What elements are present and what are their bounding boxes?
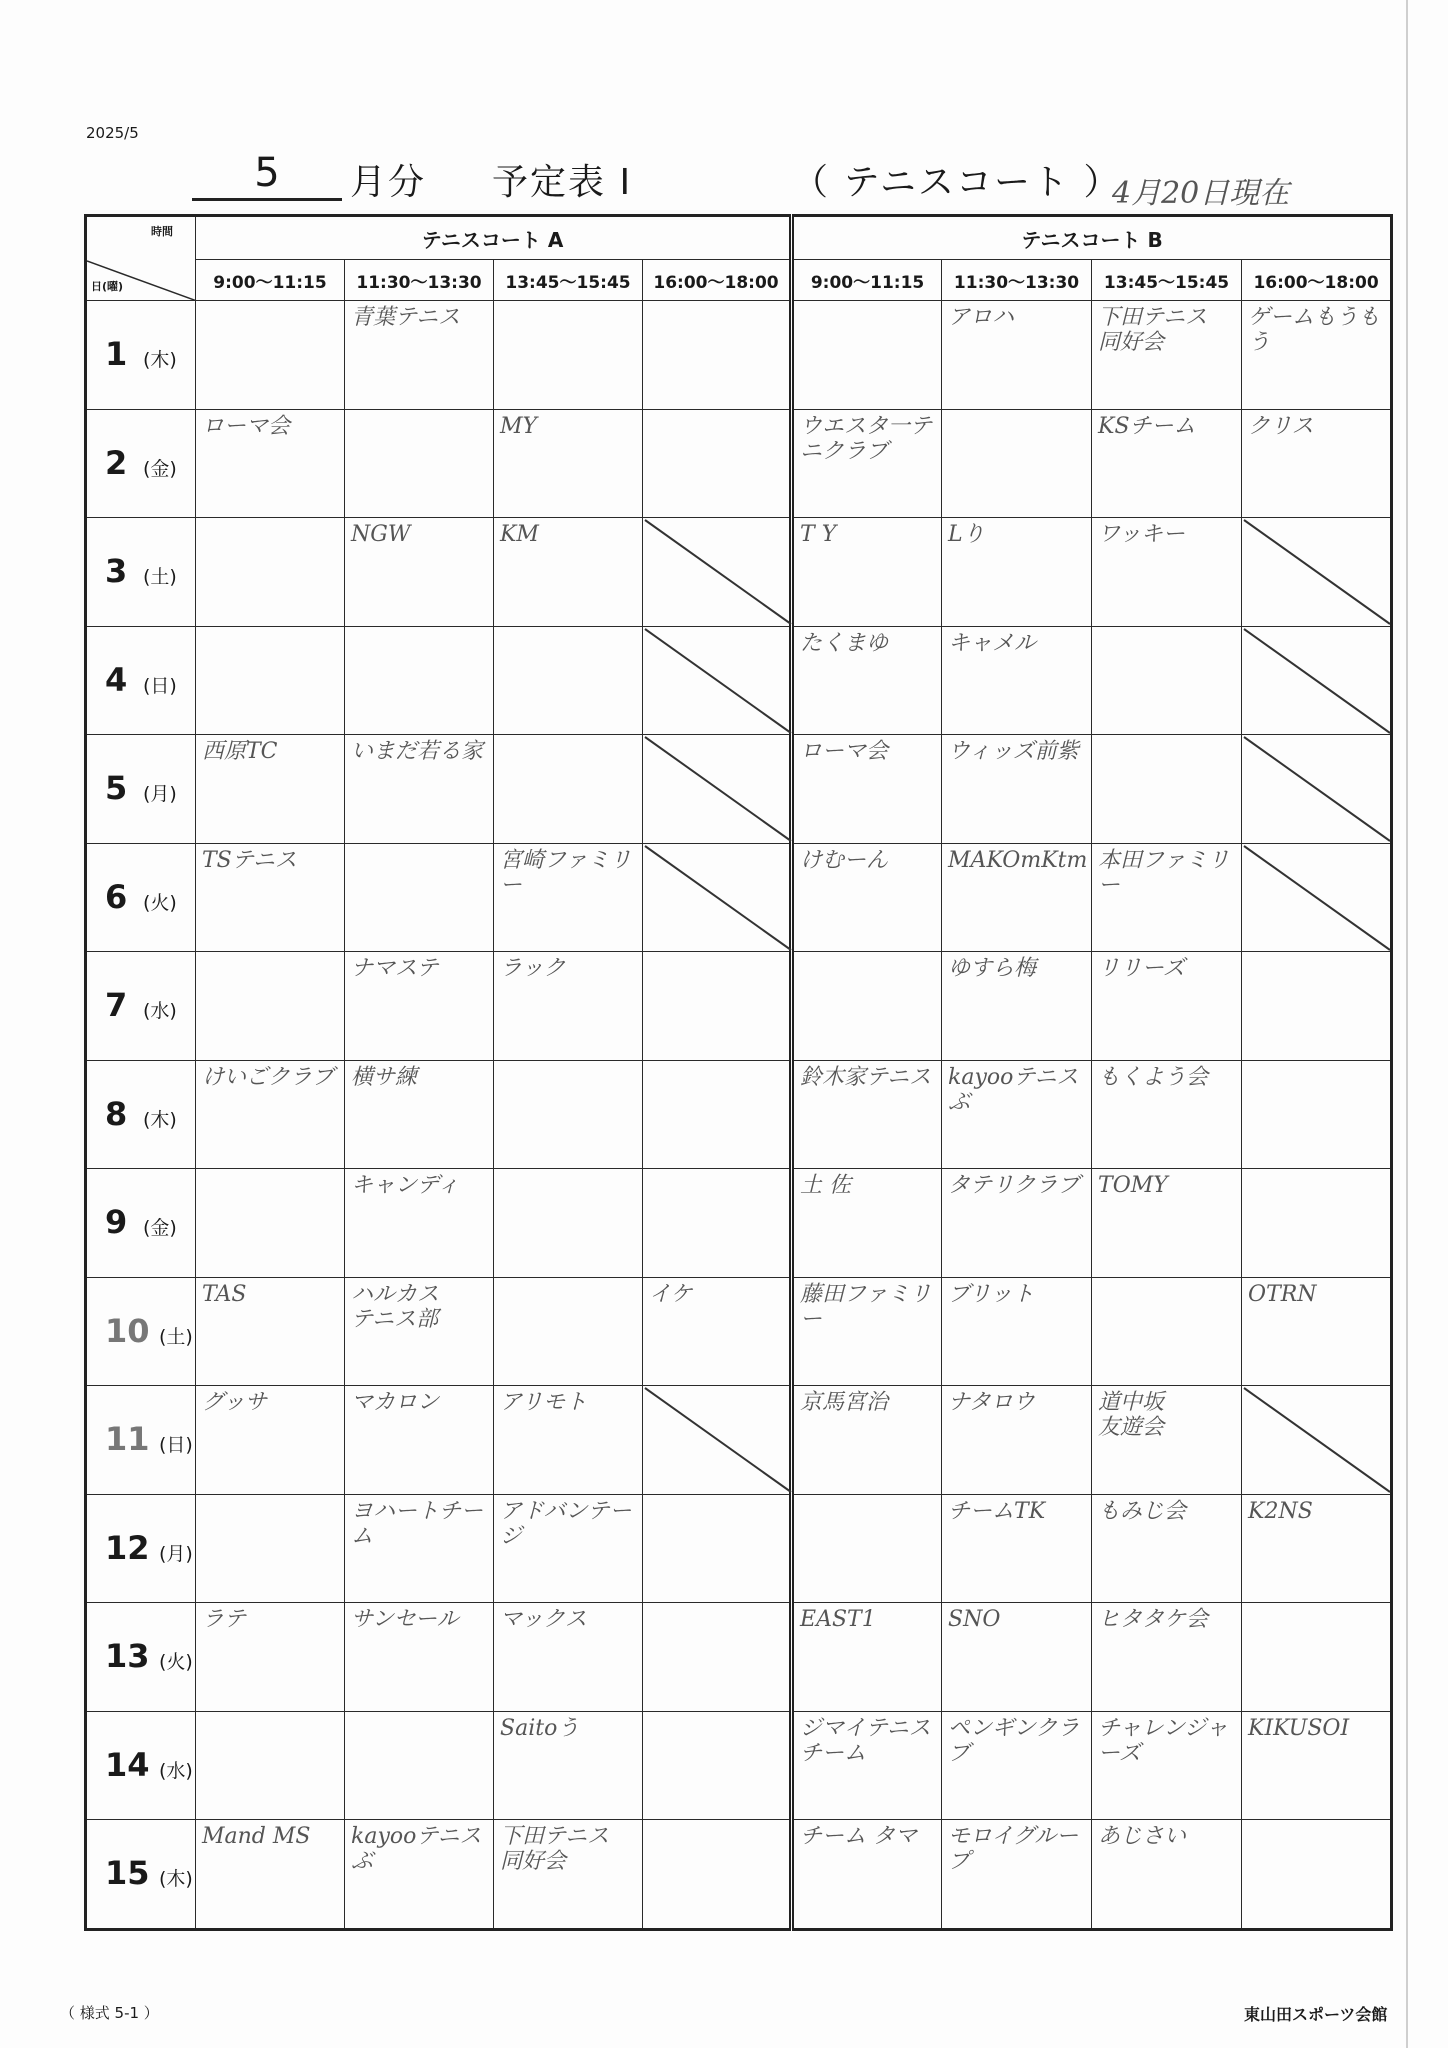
time-slot-header: 9:00～11:15 [792, 260, 942, 301]
booking-slot [942, 518, 1092, 627]
time-slot-header: 11:30～13:30 [942, 260, 1092, 301]
booking-slot [1092, 1386, 1242, 1495]
booking-slot [196, 1386, 345, 1495]
day-weekday: (日) [159, 1434, 193, 1456]
title-row [192, 150, 1392, 210]
booking-slot [942, 1820, 1092, 1930]
day-row [86, 952, 1392, 1061]
day-cell [86, 1386, 196, 1495]
booking-slot [494, 1820, 643, 1930]
title-month-label: 月分 [350, 162, 427, 203]
booking-name: ローマ会 [800, 739, 889, 764]
booking-slot [196, 843, 345, 952]
booking-name: マックス [500, 1607, 587, 1632]
closed-slash-mark [643, 735, 793, 843]
day-number: 5 [105, 769, 128, 807]
booking-name: 本田ファミリー [1098, 847, 1230, 898]
booking-name: イケ [649, 1281, 693, 1307]
booking-name: TAS [202, 1281, 247, 1307]
day-weekday: (木) [143, 1108, 177, 1131]
booking-slot [345, 1277, 494, 1386]
booking-slot [792, 626, 942, 735]
closed-slot [643, 735, 792, 844]
booking-name: 藤田ファミリー [800, 1281, 932, 1332]
booking-name: たくまゆ [800, 630, 889, 656]
booking-slot [196, 409, 345, 518]
booking-name: もみじ会 [1098, 1498, 1187, 1524]
booking-name: 青葉テニス [351, 305, 461, 330]
booking-name: 鈴木家テニス [800, 1064, 932, 1090]
day-row [86, 1494, 1392, 1603]
booking-name: 横サ練 [351, 1064, 418, 1090]
booking-slot [942, 843, 1092, 952]
day-cell [86, 518, 196, 627]
day-cell [86, 409, 196, 518]
booking-name: ラック [500, 956, 566, 981]
booking-slot [942, 1277, 1092, 1386]
booking-name: ゆすら梅 [948, 956, 1037, 981]
day-cell [86, 735, 196, 844]
booking-name: キャンディ [351, 1173, 460, 1198]
closed-slash-mark [643, 518, 793, 626]
booking-slot [196, 1711, 345, 1820]
booking-slot [1242, 1169, 1392, 1278]
booking-name: クリス [1248, 413, 1314, 439]
handwritten-date-note: 4月20日現在 [1112, 176, 1290, 211]
booking-name: 道中坂 友遊会 [1098, 1390, 1165, 1441]
day-number: 9 [105, 1203, 128, 1241]
booking-name: あじさい [1098, 1824, 1187, 1849]
corner-day-label: 日(曜) [91, 280, 124, 293]
closed-slash-mark [1242, 627, 1392, 735]
booking-slot [792, 1169, 942, 1278]
booking-slot [494, 301, 643, 410]
booking-slot [494, 1277, 643, 1386]
time-slot-row [86, 260, 1392, 301]
time-slot-header: 13:45～15:45 [494, 260, 643, 301]
booking-slot [345, 626, 494, 735]
booking-name: ワッキー [1098, 522, 1185, 547]
venue-name: 東山田スポーツ会館 [1244, 2005, 1388, 2024]
booking-slot [1242, 1820, 1392, 1930]
booking-slot [942, 1711, 1092, 1820]
booking-name: アリモト [500, 1390, 588, 1415]
day-number: 1 [105, 335, 128, 373]
time-slot-header: 11:30～13:30 [345, 260, 494, 301]
booking-slot [494, 1603, 643, 1712]
booking-name: K2NS [1248, 1498, 1313, 1524]
booking-name: 京馬宮治 [800, 1390, 889, 1415]
booking-slot [345, 1169, 494, 1278]
booking-name: グッサ [202, 1390, 267, 1415]
booking-slot [1092, 1820, 1242, 1930]
booking-slot [643, 1060, 792, 1169]
day-row [86, 1277, 1392, 1386]
booking-slot [1242, 952, 1392, 1061]
closed-slash-mark [1242, 1386, 1392, 1494]
booking-slot [1242, 1603, 1392, 1712]
booking-name: MY [500, 413, 538, 439]
booking-slot [494, 1060, 643, 1169]
booking-name: KSチーム [1098, 413, 1196, 439]
day-number: 11 [105, 1420, 150, 1458]
booking-name: チーム タマ [800, 1824, 918, 1849]
day-row [86, 843, 1392, 952]
booking-name: ペンギンクラブ [948, 1715, 1080, 1766]
booking-name: もくよう会 [1098, 1064, 1209, 1090]
booking-slot [494, 409, 643, 518]
booking-name: ジマイテニス チーム [800, 1715, 931, 1766]
booking-name: サンセール [351, 1607, 459, 1632]
day-cell [86, 952, 196, 1061]
booking-slot [494, 1169, 643, 1278]
booking-slot [345, 843, 494, 952]
booking-name: ナマステ [351, 956, 439, 981]
day-row [86, 1603, 1392, 1712]
day-row [86, 409, 1392, 518]
booking-slot [345, 952, 494, 1061]
booking-slot [792, 1060, 942, 1169]
day-cell [86, 301, 196, 410]
booking-name: 下田テニス 同好会 [500, 1824, 610, 1875]
booking-slot [942, 626, 1092, 735]
booking-slot [792, 1494, 942, 1603]
day-cell [86, 1711, 196, 1820]
title-month: 5 [192, 150, 342, 201]
booking-name: Mand MS [202, 1824, 311, 1849]
booking-slot [196, 735, 345, 844]
booking-slot [1242, 409, 1392, 518]
day-cell [86, 626, 196, 735]
day-weekday: (水) [143, 1000, 177, 1022]
booking-name: 宮崎ファミリー [500, 847, 632, 898]
court-title: （ テニスコート ） [792, 162, 1122, 203]
booking-name: ハルカス テニス部 [351, 1281, 440, 1332]
booking-slot [345, 1060, 494, 1169]
booking-slot [792, 735, 942, 844]
day-cell [86, 1603, 196, 1712]
booking-slot [1242, 1060, 1392, 1169]
booking-slot [643, 1711, 792, 1820]
closed-slot [1242, 626, 1392, 735]
booking-name: ラテ [202, 1607, 247, 1632]
time-slot-header: 13:45～15:45 [1092, 260, 1242, 301]
booking-name: 土 佐 [800, 1173, 852, 1198]
booking-name: ナタロウ [948, 1390, 1035, 1415]
booking-slot [494, 843, 643, 952]
booking-slot [196, 301, 345, 410]
booking-slot [792, 1386, 942, 1495]
booking-slot [792, 1277, 942, 1386]
booking-slot [1092, 1277, 1242, 1386]
booking-slot [196, 1060, 345, 1169]
closed-slash-mark [1242, 844, 1392, 952]
day-weekday: (火) [143, 891, 177, 914]
booking-name: MAKOmKtm [948, 847, 1088, 873]
booking-slot [345, 1386, 494, 1495]
booking-slot [1092, 1711, 1242, 1820]
booking-name: KM [500, 522, 539, 547]
booking-slot [1092, 1494, 1242, 1603]
time-slot-header: 9:00～11:15 [196, 260, 345, 301]
booking-name: 下田テニス 同好会 [1098, 305, 1208, 356]
booking-name: ヒタタケ会 [1098, 1607, 1209, 1632]
booking-slot [345, 1494, 494, 1603]
day-number: 14 [105, 1745, 150, 1784]
page-edge-line [1406, 0, 1408, 2048]
closed-slash-mark [1242, 518, 1392, 626]
booking-name: リリーズ [1098, 956, 1185, 981]
booking-slot [942, 1169, 1092, 1278]
day-number: 7 [105, 986, 128, 1024]
booking-slot [196, 1820, 345, 1930]
closed-slot [643, 1386, 792, 1495]
booking-name: KIKUSOI [1248, 1715, 1350, 1741]
booking-slot [643, 1494, 792, 1603]
time-slot-header: 16:00～18:00 [643, 260, 792, 301]
day-row [86, 301, 1392, 410]
day-row [86, 626, 1392, 735]
booking-slot [1092, 843, 1242, 952]
booking-name: Lり [948, 522, 985, 547]
booking-slot [942, 409, 1092, 518]
closed-slot [643, 626, 792, 735]
day-weekday: (水) [159, 1759, 193, 1782]
booking-slot [345, 518, 494, 627]
booking-name: kayooテニスぶ [948, 1064, 1079, 1115]
booking-slot [643, 1820, 792, 1930]
schedule-table [84, 214, 1393, 1931]
booking-slot [345, 301, 494, 410]
booking-slot [494, 1711, 643, 1820]
booking-slot [792, 1603, 942, 1712]
day-row [86, 1386, 1392, 1495]
booking-slot [1092, 409, 1242, 518]
booking-slot [1092, 1060, 1242, 1169]
day-number: 8 [105, 1094, 128, 1133]
closed-slash-mark [643, 1386, 793, 1494]
year-month-label: 2025/5 [86, 124, 139, 142]
booking-slot [1242, 1277, 1392, 1386]
booking-slot [643, 1277, 792, 1386]
day-weekday: (金) [143, 457, 177, 480]
booking-slot [643, 1169, 792, 1278]
booking-name: ウエスタ一テニクラブ [800, 413, 933, 464]
booking-slot [942, 1386, 1092, 1495]
court-b-header: テニスコート B [792, 216, 1392, 260]
booking-slot [196, 1277, 345, 1386]
booking-name: モロイグループ [948, 1824, 1079, 1875]
booking-slot [942, 1494, 1092, 1603]
corner-header [86, 216, 196, 301]
day-number: 6 [105, 877, 128, 916]
booking-slot [792, 1820, 942, 1930]
booking-name: ウィッズ前紫 [948, 739, 1079, 764]
booking-slot [1092, 1603, 1242, 1712]
day-cell [86, 1060, 196, 1169]
booking-slot [494, 735, 643, 844]
day-cell [86, 1494, 196, 1603]
booking-name: TSテニス [202, 847, 297, 873]
booking-name: タテリクラブ [948, 1173, 1080, 1198]
booking-slot [345, 735, 494, 844]
day-row [86, 518, 1392, 627]
booking-slot [643, 952, 792, 1061]
booking-slot [345, 1603, 494, 1712]
booking-name: キャメル [948, 630, 1037, 656]
day-row [86, 1711, 1392, 1820]
day-weekday: (月) [159, 1542, 193, 1565]
booking-name: ローマ会 [202, 413, 291, 439]
booking-name: NGW [351, 522, 411, 547]
booking-slot [494, 1386, 643, 1495]
page-title: 予定表 Ⅰ [492, 162, 633, 203]
booking-slot [196, 952, 345, 1061]
booking-slot [643, 1603, 792, 1712]
booking-name: アロハ [948, 305, 1015, 330]
booking-slot [196, 1169, 345, 1278]
closed-slot [643, 843, 792, 952]
booking-slot [494, 1494, 643, 1603]
booking-slot [345, 1711, 494, 1820]
booking-slot [1092, 626, 1242, 735]
booking-slot [196, 626, 345, 735]
booking-name: けむーん [800, 847, 889, 873]
booking-slot [494, 626, 643, 735]
booking-slot [643, 301, 792, 410]
booking-slot [942, 1603, 1092, 1712]
booking-slot [1092, 735, 1242, 844]
booking-name: マカロン [351, 1390, 440, 1415]
day-weekday: (木) [143, 349, 177, 371]
day-weekday: (土) [143, 566, 177, 588]
day-row [86, 1820, 1392, 1930]
day-cell [86, 1169, 196, 1278]
booking-slot [1242, 1494, 1392, 1603]
day-weekday: (土) [159, 1325, 193, 1348]
booking-slot [196, 518, 345, 627]
day-number: 4 [105, 660, 128, 699]
time-slot-header: 16:00～18:00 [1242, 260, 1392, 301]
form-number: （ 様式 5-1 ） [60, 2004, 159, 2022]
booking-name: kayooテニスぶ [351, 1824, 482, 1875]
booking-slot [643, 409, 792, 518]
booking-slot [792, 843, 942, 952]
booking-slot [942, 952, 1092, 1061]
closed-slot [1242, 518, 1392, 627]
day-weekday: (日) [143, 674, 177, 697]
booking-slot [1242, 1711, 1392, 1820]
closed-slot [643, 518, 792, 627]
booking-slot [942, 735, 1092, 844]
booking-slot [792, 409, 942, 518]
booking-slot [1242, 301, 1392, 410]
day-row [86, 1060, 1392, 1169]
booking-slot [942, 301, 1092, 410]
booking-slot [494, 952, 643, 1061]
booking-name: ヨハートチーム [351, 1498, 484, 1549]
booking-slot [792, 952, 942, 1061]
booking-slot [345, 409, 494, 518]
day-weekday: (金) [143, 1217, 177, 1239]
booking-name: TOMY [1098, 1173, 1168, 1198]
closed-slash-mark [643, 627, 793, 735]
day-row [86, 1169, 1392, 1278]
closed-slot [1242, 843, 1392, 952]
booking-name: ゲームもうもう [1248, 305, 1381, 356]
day-cell [86, 1277, 196, 1386]
booking-name: チームTK [948, 1498, 1046, 1524]
booking-slot [1092, 952, 1242, 1061]
day-cell [86, 843, 196, 952]
day-row [86, 735, 1392, 844]
day-weekday: (木) [159, 1868, 193, 1890]
booking-name: SNO [948, 1607, 1001, 1632]
booking-name: いまだ若る家 [351, 739, 484, 764]
booking-name: ブリット [948, 1281, 1035, 1307]
court-a-header: テニスコート A [196, 216, 792, 260]
booking-name: 西原TC [202, 739, 278, 764]
closed-slot [1242, 735, 1392, 844]
booking-slot [196, 1603, 345, 1712]
booking-slot [1092, 518, 1242, 627]
booking-slot [1092, 301, 1242, 410]
booking-name: アドバンテージ [500, 1498, 632, 1549]
day-number: 2 [105, 443, 128, 482]
day-weekday: (月) [143, 783, 177, 805]
booking-name: けいごクラブ [202, 1064, 335, 1090]
booking-slot [792, 301, 942, 410]
booking-name: EAST1 [800, 1607, 876, 1632]
booking-slot [345, 1820, 494, 1930]
booking-name: T Y [800, 522, 837, 547]
booking-slot [792, 1711, 942, 1820]
day-cell [86, 1820, 196, 1930]
booking-slot [792, 518, 942, 627]
closed-slash-mark [643, 844, 793, 952]
day-number: 15 [105, 1854, 150, 1892]
day-number: 13 [105, 1637, 150, 1675]
closed-slash-mark [1242, 735, 1392, 843]
schedule-body [86, 301, 1392, 1930]
corner-time-label: 時間 [151, 225, 173, 238]
day-number: 10 [105, 1311, 150, 1350]
booking-slot [1092, 1169, 1242, 1278]
booking-slot [942, 1060, 1092, 1169]
day-number: 3 [105, 552, 128, 590]
booking-name: OTRN [1248, 1281, 1317, 1307]
booking-name: チャレンジャーズ [1098, 1715, 1228, 1766]
booking-slot [494, 518, 643, 627]
day-number: 12 [105, 1528, 150, 1567]
booking-name: Saitoう [500, 1715, 580, 1741]
booking-slot [196, 1494, 345, 1603]
day-weekday: (火) [159, 1651, 193, 1673]
closed-slot [1242, 1386, 1392, 1495]
